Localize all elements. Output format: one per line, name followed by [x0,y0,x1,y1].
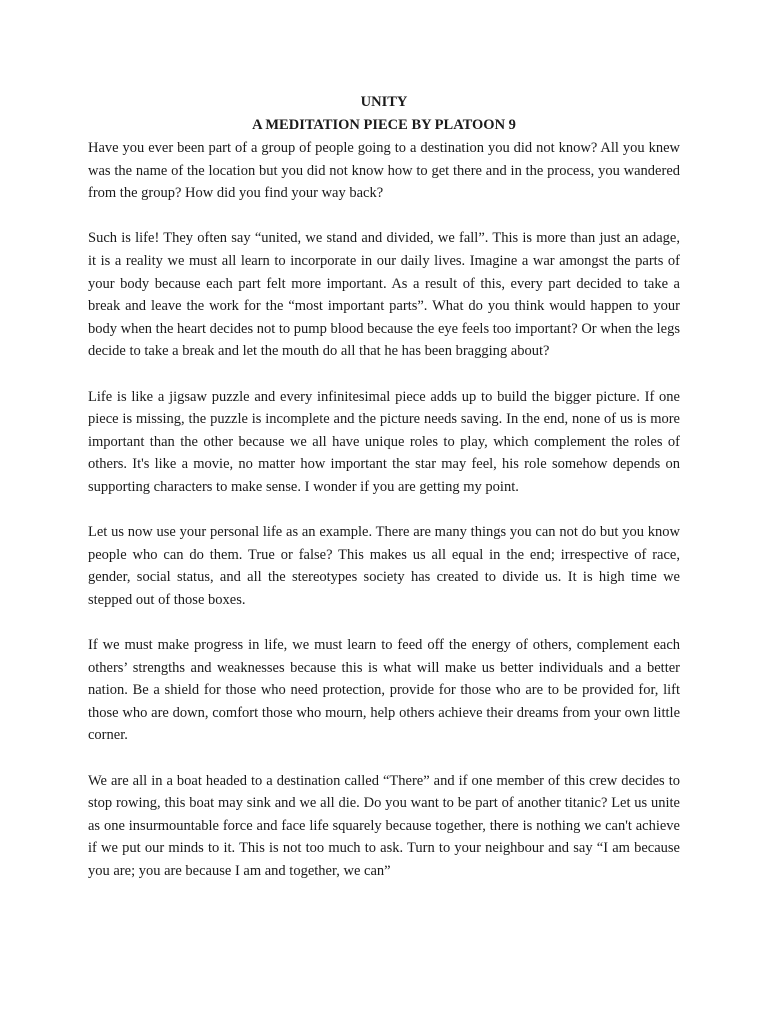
paragraph-2: Such is life! They often say “united, we stand and divided, we fall”. This is more than just an adage, it is a reality we must all learn to incorporate in our daily lives. Imagine a war amongst the parts of your body because each part felt more important. As a result of this, every part decided to take a break and leave the work for the “most important parts”. What do you think would happen to your body when the heart decides not to pump blood because the eye feels too important? Or when the legs decide to take a break and let the mouth do all that he has been bragging about? [88,230,680,360]
document-title: UNITY [360,94,408,110]
paragraph-1: Have you ever been part of a group of people going to a destination you did not know? All you knew was the name of the location but you did not know how to get there and in the process, you wandered from the group? How did you find your way back? [88,140,680,202]
paragraph-3: Life is like a jigsaw puzzle and every infinitesimal piece adds up to build the bigger picture. If one piece is missing, the puzzle is incomplete and the picture needs saving. In the end, none of us is more important than the other because we all have unique roles to play, which complement the roles of others. It's like a movie, no matter how important the star may feel, his role somehow depends on supporting characters to make sense. I wonder if you are getting my point. [88,388,680,495]
paragraph-4: Let us now use your personal life as an example. There are many things you can not do but you know people who can do them. True or false? This makes us all equal in the end; irrespective of race, gender, social status, and all the stereotypes society has created to divide us. It is high time we stepped out of those boxes. [88,524,680,608]
document-page [88,91,680,905]
paragraph-6: We are all in a boat headed to a destination called “There” and if one member of this crew decides to stop rowing, this boat may sink and we all die. Do you want to be part of another titanic? Let us unite as one insurmountable force and face life squarely because together, there is nothing we can't achieve if we put our minds to it. This is not too much to ask. Turn to your neighbour and say “I am because you are; you are because I am and together, we can” [88,772,680,879]
paragraph-5: If we must make progress in life, we must learn to feed off the energy of others, complement each others’ strengths and weaknesses because this is what will make us better individuals and a better nation. Be a shield for those who need protection, provide for those who are to be provided for, lift those who are down, comfort those who mourn, help others achieve their dreams from your own little corner. [88,637,680,744]
document-subtitle: A MEDITATION PIECE BY PLATOON 9 [252,117,516,133]
